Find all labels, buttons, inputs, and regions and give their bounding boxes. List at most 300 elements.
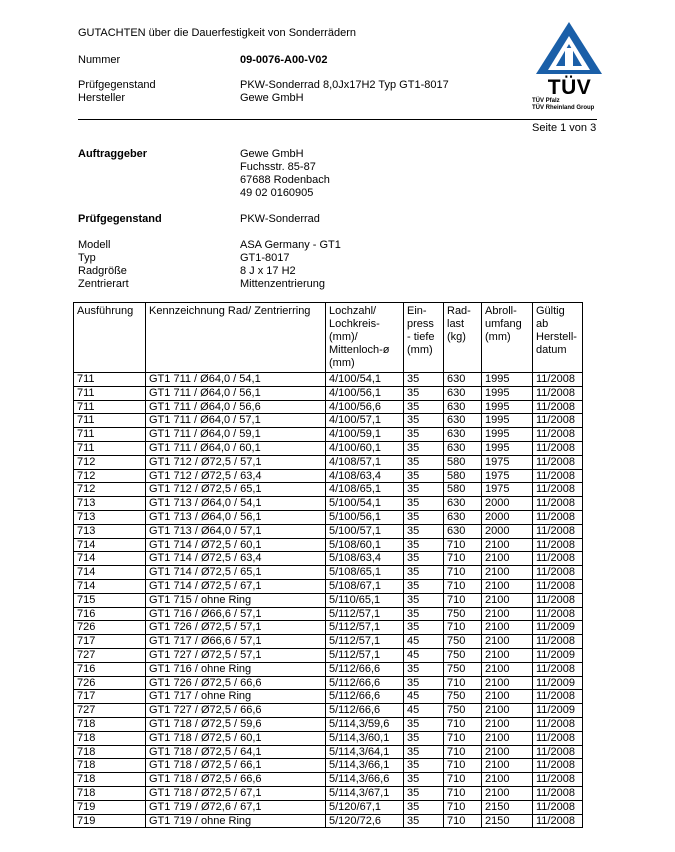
cell-gueltig: 11/2008 (533, 800, 583, 814)
cell-gueltig: 11/2008 (533, 566, 583, 580)
table-row (74, 579, 583, 593)
cell-gueltig: 11/2008 (533, 400, 583, 414)
cell-radlast: 710 (444, 814, 482, 828)
wheel-variants-table (73, 302, 583, 828)
cell-radlast: 630 (444, 441, 482, 455)
cell-einpresstiefe: 35 (404, 497, 444, 511)
cell-radlast: 750 (444, 704, 482, 718)
cell-lochzahl: 5/112/57,1 (326, 607, 404, 621)
table-row (74, 635, 583, 649)
cell-einpresstiefe: 35 (404, 607, 444, 621)
cell-kennzeichnung: GT1 713 / Ø64,0 / 56,1 (146, 510, 326, 524)
cell-einpresstiefe: 35 (404, 483, 444, 497)
cell-abrollumfang: 1995 (482, 414, 533, 428)
cell-radlast: 630 (444, 373, 482, 387)
cell-ausfuehrung: 718 (74, 745, 146, 759)
cell-kennzeichnung: GT1 718 / Ø72,5 / 60,1 (146, 731, 326, 745)
cell-kennzeichnung: GT1 713 / Ø64,0 / 54,1 (146, 497, 326, 511)
cell-abrollumfang: 2000 (482, 524, 533, 538)
cell-einpresstiefe: 45 (404, 635, 444, 649)
cell-lochzahl: 5/108/65,1 (326, 566, 404, 580)
cell-abrollumfang: 2100 (482, 759, 533, 773)
cell-ausfuehrung: 713 (74, 510, 146, 524)
cell-lochzahl: 4/108/65,1 (326, 483, 404, 497)
cell-ausfuehrung: 726 (74, 676, 146, 690)
cell-kennzeichnung: GT1 713 / Ø64,0 / 57,1 (146, 524, 326, 538)
cell-ausfuehrung: 718 (74, 759, 146, 773)
cell-gueltig: 11/2008 (533, 441, 583, 455)
cell-radlast: 630 (444, 524, 482, 538)
table-row (74, 662, 583, 676)
cell-kennzeichnung: GT1 714 / Ø72,5 / 60,1 (146, 538, 326, 552)
cell-gueltig: 11/2008 (533, 759, 583, 773)
cell-radlast: 710 (444, 773, 482, 787)
cell-radlast: 710 (444, 593, 482, 607)
cell-abrollumfang: 1975 (482, 483, 533, 497)
cell-gueltig: 11/2008 (533, 786, 583, 800)
cell-kennzeichnung: GT1 711 / Ø64,0 / 56,1 (146, 386, 326, 400)
tuv-logo-line2: TÜV Rheinland Group (532, 105, 595, 111)
cell-ausfuehrung: 714 (74, 579, 146, 593)
cell-lochzahl: 4/100/56,6 (326, 400, 404, 414)
cell-einpresstiefe: 35 (404, 524, 444, 538)
cell-gueltig: 11/2008 (533, 538, 583, 552)
cell-einpresstiefe: 35 (404, 731, 444, 745)
table-row (74, 566, 583, 580)
table-row (74, 759, 583, 773)
header-divider (78, 119, 597, 120)
cell-abrollumfang: 1995 (482, 441, 533, 455)
table-row (74, 607, 583, 621)
cell-lochzahl: 5/112/66,6 (326, 676, 404, 690)
cell-ausfuehrung: 717 (74, 690, 146, 704)
cell-einpresstiefe: 35 (404, 745, 444, 759)
cell-abrollumfang: 2100 (482, 676, 533, 690)
typ-label: Typ (78, 252, 96, 264)
cell-lochzahl: 5/112/66,6 (326, 662, 404, 676)
zentrierart-label: Zentrierart (78, 278, 129, 290)
cell-ausfuehrung: 714 (74, 538, 146, 552)
auftraggeber-street: Fuchsstr. 85-87 (240, 161, 316, 173)
cell-radlast: 710 (444, 579, 482, 593)
cell-abrollumfang: 2000 (482, 497, 533, 511)
table-row (74, 731, 583, 745)
cell-radlast: 710 (444, 676, 482, 690)
table-row (74, 773, 583, 787)
pruefgegenstand-section-value: PKW-Sonderrad (240, 213, 320, 225)
cell-gueltig: 11/2008 (533, 414, 583, 428)
table-row (74, 386, 583, 400)
radgroesse-value: 8 J x 17 H2 (240, 265, 296, 277)
cell-einpresstiefe: 35 (404, 552, 444, 566)
cell-lochzahl: 5/114,3/66,1 (326, 759, 404, 773)
cell-kennzeichnung: GT1 718 / Ø72,5 / 66,6 (146, 773, 326, 787)
table-row (74, 524, 583, 538)
cell-lochzahl: 5/114,3/66,6 (326, 773, 404, 787)
table-row (74, 745, 583, 759)
cell-radlast: 710 (444, 566, 482, 580)
cell-gueltig: 11/2008 (533, 662, 583, 676)
cell-kennzeichnung: GT1 727 / Ø72,5 / 57,1 (146, 648, 326, 662)
cell-kennzeichnung: GT1 712 / Ø72,5 / 57,1 (146, 455, 326, 469)
cell-kennzeichnung: GT1 714 / Ø72,5 / 63,4 (146, 552, 326, 566)
cell-abrollumfang: 2150 (482, 800, 533, 814)
cell-kennzeichnung: GT1 711 / Ø64,0 / 57,1 (146, 414, 326, 428)
cell-lochzahl: 5/112/66,6 (326, 690, 404, 704)
cell-radlast: 710 (444, 538, 482, 552)
cell-lochzahl: 4/100/60,1 (326, 441, 404, 455)
cell-kennzeichnung: GT1 716 / ohne Ring (146, 662, 326, 676)
table-row (74, 373, 583, 387)
cell-lochzahl: 5/100/54,1 (326, 497, 404, 511)
cell-lochzahl: 5/112/57,1 (326, 621, 404, 635)
cell-lochzahl: 5/108/67,1 (326, 579, 404, 593)
cell-ausfuehrung: 717 (74, 635, 146, 649)
hersteller-label: Hersteller (78, 92, 126, 104)
cell-kennzeichnung: GT1 714 / Ø72,5 / 65,1 (146, 566, 326, 580)
cell-einpresstiefe: 35 (404, 621, 444, 635)
header-ausfuehrung: Ausführung (74, 303, 146, 373)
cell-radlast: 750 (444, 635, 482, 649)
auftraggeber-city: 67688 Rodenbach (240, 174, 330, 186)
header-abrollumfang: Abroll- umfang (mm) (482, 303, 533, 373)
table-row (74, 441, 583, 455)
typ-value: GT1-8017 (240, 252, 290, 264)
cell-einpresstiefe: 35 (404, 469, 444, 483)
cell-lochzahl: 4/100/56,1 (326, 386, 404, 400)
header-radlast: Rad- last (kg) (444, 303, 482, 373)
cell-lochzahl: 5/110/65,1 (326, 593, 404, 607)
cell-lochzahl: 4/108/63,4 (326, 469, 404, 483)
table-row (74, 510, 583, 524)
cell-lochzahl: 4/100/57,1 (326, 414, 404, 428)
tuv-logo-subtitle (532, 98, 594, 112)
cell-abrollumfang: 2100 (482, 717, 533, 731)
cell-gueltig: 11/2008 (533, 386, 583, 400)
tuv-logo-line1: TÜV Pfalz (532, 98, 560, 104)
cell-radlast: 710 (444, 745, 482, 759)
table-row (74, 704, 583, 718)
modell-value: ASA Germany - GT1 (240, 239, 341, 251)
cell-radlast: 630 (444, 428, 482, 442)
cell-gueltig: 11/2008 (533, 593, 583, 607)
cell-lochzahl: 5/108/63,4 (326, 552, 404, 566)
auftraggeber-label: Auftraggeber (78, 148, 148, 160)
cell-radlast: 750 (444, 648, 482, 662)
cell-einpresstiefe: 35 (404, 676, 444, 690)
cell-gueltig: 11/2008 (533, 483, 583, 497)
cell-ausfuehrung: 711 (74, 428, 146, 442)
cell-radlast: 750 (444, 690, 482, 704)
nummer-label: Nummer (78, 54, 121, 66)
cell-ausfuehrung: 727 (74, 704, 146, 718)
cell-gueltig: 11/2008 (533, 635, 583, 649)
cell-kennzeichnung: GT1 711 / Ø64,0 / 60,1 (146, 441, 326, 455)
cell-radlast: 710 (444, 731, 482, 745)
cell-abrollumfang: 2100 (482, 621, 533, 635)
cell-ausfuehrung: 713 (74, 524, 146, 538)
cell-einpresstiefe: 35 (404, 759, 444, 773)
cell-einpresstiefe: 35 (404, 373, 444, 387)
pruefgegenstand-section-label: Prüfgegenstand (78, 213, 162, 225)
cell-radlast: 710 (444, 717, 482, 731)
cell-radlast: 630 (444, 510, 482, 524)
cell-einpresstiefe: 35 (404, 455, 444, 469)
cell-kennzeichnung: GT1 717 / ohne Ring (146, 690, 326, 704)
table-row (74, 414, 583, 428)
cell-gueltig: 11/2008 (533, 497, 583, 511)
cell-einpresstiefe: 35 (404, 786, 444, 800)
cell-kennzeichnung: GT1 711 / Ø64,0 / 59,1 (146, 428, 326, 442)
cell-abrollumfang: 2100 (482, 662, 533, 676)
nummer-value: 09-0076-A00-V02 (240, 54, 328, 66)
cell-abrollumfang: 2100 (482, 648, 533, 662)
cell-radlast: 630 (444, 497, 482, 511)
cell-kennzeichnung: GT1 712 / Ø72,5 / 65,1 (146, 483, 326, 497)
table-row (74, 621, 583, 635)
cell-lochzahl: 5/112/57,1 (326, 635, 404, 649)
table-row (74, 455, 583, 469)
table-row (74, 814, 583, 828)
cell-ausfuehrung: 718 (74, 731, 146, 745)
cell-abrollumfang: 2100 (482, 745, 533, 759)
cell-ausfuehrung: 711 (74, 386, 146, 400)
header-lochzahl: Lochzahl/ Lochkreis- (mm)/ Mittenloch-ø (mm) (326, 303, 404, 373)
table-row (74, 469, 583, 483)
cell-kennzeichnung: GT1 717 / Ø66,6 / 57,1 (146, 635, 326, 649)
tuv-logo (532, 18, 622, 111)
cell-ausfuehrung: 712 (74, 483, 146, 497)
cell-gueltig: 11/2008 (533, 717, 583, 731)
cell-radlast: 710 (444, 800, 482, 814)
cell-radlast: 630 (444, 400, 482, 414)
cell-abrollumfang: 2100 (482, 635, 533, 649)
hersteller-value: Gewe GmbH (240, 92, 304, 104)
cell-gueltig: 11/2009 (533, 621, 583, 635)
cell-lochzahl: 5/112/57,1 (326, 648, 404, 662)
cell-abrollumfang: 2100 (482, 704, 533, 718)
cell-radlast: 580 (444, 483, 482, 497)
cell-lochzahl: 4/108/57,1 (326, 455, 404, 469)
cell-lochzahl: 5/100/57,1 (326, 524, 404, 538)
cell-einpresstiefe: 35 (404, 538, 444, 552)
cell-kennzeichnung: GT1 711 / Ø64,0 / 54,1 (146, 373, 326, 387)
cell-kennzeichnung: GT1 718 / Ø72,5 / 66,1 (146, 759, 326, 773)
cell-abrollumfang: 2100 (482, 607, 533, 621)
cell-ausfuehrung: 716 (74, 607, 146, 621)
cell-gueltig: 11/2009 (533, 676, 583, 690)
cell-ausfuehrung: 711 (74, 414, 146, 428)
table-row (74, 676, 583, 690)
cell-abrollumfang: 2100 (482, 579, 533, 593)
cell-lochzahl: 5/114,3/67,1 (326, 786, 404, 800)
cell-radlast: 710 (444, 786, 482, 800)
table-row (74, 800, 583, 814)
cell-radlast: 750 (444, 662, 482, 676)
cell-abrollumfang: 2100 (482, 690, 533, 704)
cell-abrollumfang: 2100 (482, 566, 533, 580)
auftraggeber-name: Gewe GmbH (240, 148, 304, 160)
cell-abrollumfang: 2100 (482, 786, 533, 800)
cell-einpresstiefe: 35 (404, 428, 444, 442)
cell-ausfuehrung: 716 (74, 662, 146, 676)
cell-gueltig: 11/2008 (533, 731, 583, 745)
modell-label: Modell (78, 239, 111, 251)
cell-einpresstiefe: 35 (404, 773, 444, 787)
cell-kennzeichnung: GT1 712 / Ø72,5 / 63,4 (146, 469, 326, 483)
cell-ausfuehrung: 714 (74, 566, 146, 580)
cell-lochzahl: 5/100/56,1 (326, 510, 404, 524)
cell-radlast: 710 (444, 552, 482, 566)
cell-gueltig: 11/2008 (533, 552, 583, 566)
cell-radlast: 580 (444, 455, 482, 469)
cell-ausfuehrung: 712 (74, 469, 146, 483)
cell-abrollumfang: 2000 (482, 510, 533, 524)
cell-einpresstiefe: 35 (404, 566, 444, 580)
cell-gueltig: 11/2008 (533, 510, 583, 524)
cell-einpresstiefe: 35 (404, 579, 444, 593)
cell-einpresstiefe: 35 (404, 593, 444, 607)
cell-ausfuehrung: 726 (74, 621, 146, 635)
cell-gueltig: 11/2009 (533, 704, 583, 718)
cell-lochzahl: 4/100/59,1 (326, 428, 404, 442)
cell-gueltig: 11/2008 (533, 814, 583, 828)
cell-abrollumfang: 2100 (482, 552, 533, 566)
cell-abrollumfang: 1995 (482, 428, 533, 442)
table-row (74, 717, 583, 731)
cell-einpresstiefe: 35 (404, 814, 444, 828)
table-row (74, 538, 583, 552)
cell-kennzeichnung: GT1 711 / Ø64,0 / 56,6 (146, 400, 326, 414)
cell-kennzeichnung: GT1 726 / Ø72,5 / 57,1 (146, 621, 326, 635)
auftraggeber-number: 49 02 0160905 (240, 187, 314, 199)
pruefgegenstand-value: PKW-Sonderrad 8,0Jx17H2 Typ GT1-8017 (240, 79, 449, 91)
cell-kennzeichnung: GT1 716 / Ø66,6 / 57,1 (146, 607, 326, 621)
cell-einpresstiefe: 35 (404, 717, 444, 731)
table-row (74, 400, 583, 414)
cell-gueltig: 11/2008 (533, 745, 583, 759)
cell-einpresstiefe: 35 (404, 510, 444, 524)
cell-gueltig: 11/2008 (533, 455, 583, 469)
cell-kennzeichnung: GT1 715 / ohne Ring (146, 593, 326, 607)
cell-radlast: 710 (444, 621, 482, 635)
tuv-triangle-icon (532, 18, 607, 76)
cell-radlast: 710 (444, 759, 482, 773)
header-einpresstiefe: Ein- press - tiefe (mm) (404, 303, 444, 373)
cell-abrollumfang: 1995 (482, 386, 533, 400)
cell-ausfuehrung: 719 (74, 800, 146, 814)
cell-abrollumfang: 1995 (482, 400, 533, 414)
cell-ausfuehrung: 715 (74, 593, 146, 607)
cell-lochzahl: 5/120/72,6 (326, 814, 404, 828)
cell-kennzeichnung: GT1 726 / Ø72,5 / 66,6 (146, 676, 326, 690)
cell-ausfuehrung: 713 (74, 497, 146, 511)
cell-abrollumfang: 1995 (482, 373, 533, 387)
cell-einpresstiefe: 35 (404, 400, 444, 414)
cell-gueltig: 11/2008 (533, 373, 583, 387)
cell-kennzeichnung: GT1 718 / Ø72,5 / 64,1 (146, 745, 326, 759)
cell-abrollumfang: 2100 (482, 731, 533, 745)
radgroesse-label: Radgröße (78, 265, 127, 277)
table-row (74, 552, 583, 566)
cell-abrollumfang: 1975 (482, 455, 533, 469)
cell-einpresstiefe: 35 (404, 414, 444, 428)
page-number: Seite 1 von 3 (532, 122, 597, 134)
cell-ausfuehrung: 718 (74, 717, 146, 731)
cell-gueltig: 11/2008 (533, 469, 583, 483)
table-row (74, 483, 583, 497)
cell-einpresstiefe: 45 (404, 690, 444, 704)
cell-ausfuehrung: 719 (74, 814, 146, 828)
cell-radlast: 630 (444, 414, 482, 428)
cell-einpresstiefe: 35 (404, 441, 444, 455)
table-row (74, 648, 583, 662)
cell-kennzeichnung: GT1 719 / ohne Ring (146, 814, 326, 828)
cell-lochzahl: 5/120/67,1 (326, 800, 404, 814)
cell-einpresstiefe: 35 (404, 386, 444, 400)
cell-gueltig: 11/2009 (533, 648, 583, 662)
cell-lochzahl: 5/108/60,1 (326, 538, 404, 552)
cell-gueltig: 11/2008 (533, 690, 583, 704)
cell-gueltig: 11/2008 (533, 579, 583, 593)
cell-kennzeichnung: GT1 714 / Ø72,5 / 67,1 (146, 579, 326, 593)
cell-gueltig: 11/2008 (533, 607, 583, 621)
table-body (74, 373, 583, 828)
table-row (74, 428, 583, 442)
table-row (74, 690, 583, 704)
cell-kennzeichnung: GT1 719 / Ø72,6 / 67,1 (146, 800, 326, 814)
cell-lochzahl: 5/112/66,6 (326, 704, 404, 718)
cell-einpresstiefe: 35 (404, 662, 444, 676)
cell-abrollumfang: 2150 (482, 814, 533, 828)
cell-lochzahl: 5/114,3/64,1 (326, 745, 404, 759)
cell-radlast: 750 (444, 607, 482, 621)
cell-ausfuehrung: 727 (74, 648, 146, 662)
cell-lochzahl: 5/114,3/60,1 (326, 731, 404, 745)
cell-kennzeichnung: GT1 718 / Ø72,5 / 59,6 (146, 717, 326, 731)
table-row (74, 593, 583, 607)
cell-einpresstiefe: 45 (404, 704, 444, 718)
cell-radlast: 580 (444, 469, 482, 483)
cell-ausfuehrung: 712 (74, 455, 146, 469)
cell-radlast: 630 (444, 386, 482, 400)
cell-ausfuehrung: 714 (74, 552, 146, 566)
cell-lochzahl: 4/100/54,1 (326, 373, 404, 387)
document-title: GUTACHTEN über die Dauerfestigkeit von Sonderrädern (78, 27, 356, 39)
header-gueltig: Gültig ab Herstell- datum (533, 303, 583, 373)
cell-einpresstiefe: 45 (404, 648, 444, 662)
pruefgegenstand-label: Prüfgegenstand (78, 79, 156, 91)
header-kennzeichnung: Kennzeichnung Rad/ Zentrierring (146, 303, 326, 373)
cell-abrollumfang: 1975 (482, 469, 533, 483)
cell-kennzeichnung: GT1 718 / Ø72,5 / 67,1 (146, 786, 326, 800)
cell-abrollumfang: 2100 (482, 593, 533, 607)
table-row (74, 497, 583, 511)
cell-ausfuehrung: 718 (74, 786, 146, 800)
cell-gueltig: 11/2008 (533, 428, 583, 442)
cell-ausfuehrung: 711 (74, 400, 146, 414)
table-row (74, 786, 583, 800)
tuv-logo-name: TÜV (547, 76, 592, 99)
cell-abrollumfang: 2100 (482, 773, 533, 787)
zentrierart-value: Mittenzentrierung (240, 278, 325, 290)
cell-abrollumfang: 2100 (482, 538, 533, 552)
cell-ausfuehrung: 718 (74, 773, 146, 787)
cell-gueltig: 11/2008 (533, 773, 583, 787)
cell-einpresstiefe: 35 (404, 800, 444, 814)
cell-lochzahl: 5/114,3/59,6 (326, 717, 404, 731)
cell-ausfuehrung: 711 (74, 373, 146, 387)
